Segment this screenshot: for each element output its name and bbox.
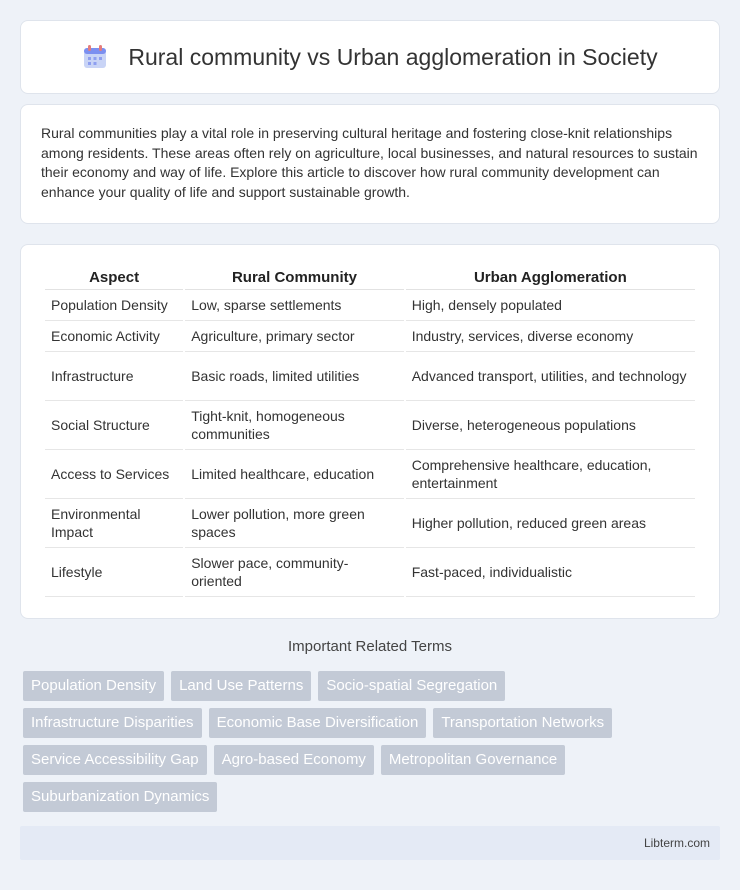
table-cell: Lower pollution, more green spaces (185, 499, 404, 548)
header-urban: Urban Agglomeration (406, 263, 695, 290)
table-cell: Social Structure (45, 401, 183, 450)
title-card (20, 20, 720, 94)
footer (20, 826, 720, 860)
table-cell: Advanced transport, utilities, and technology (406, 352, 695, 401)
related-terms-list (23, 671, 723, 819)
intro-card (20, 104, 720, 224)
table-cell: Low, sparse settlements (185, 290, 404, 321)
table-row (45, 450, 695, 499)
related-term-tag[interactable]: Suburbanization Dynamics (23, 782, 217, 812)
related-term-tag[interactable]: Metropolitan Governance (381, 745, 565, 775)
table-cell: Fast-paced, individualistic (406, 548, 695, 597)
intro-text: Rural communities play a vital role in preserving cultural heritage and fostering close-knit relationships among residents. These areas often rely on agriculture, local businesses, and natural resources to sustain their economy and way of life. Explore this article to discover how rural community development can enhance your quality of life and support sustainable growth. (41, 125, 698, 200)
table-cell: Environmental Impact (45, 499, 183, 548)
related-term-tag[interactable]: Agro-based Economy (214, 745, 374, 775)
table-cell: Comprehensive healthcare, education, entertainment (406, 450, 695, 499)
table-cell: Population Density (45, 290, 183, 321)
related-term-tag[interactable]: Economic Base Diversification (209, 708, 427, 738)
related-term-tag[interactable]: Population Density (23, 671, 164, 701)
related-term-tag[interactable]: Socio-spatial Segregation (318, 671, 505, 701)
related-term-tag[interactable]: Service Accessibility Gap (23, 745, 207, 775)
table-cell: Infrastructure (45, 352, 183, 401)
comparison-table-card (20, 244, 720, 619)
table-row (45, 290, 695, 321)
calendar-icon (82, 44, 108, 70)
table-cell: Lifestyle (45, 548, 183, 597)
table-row (45, 352, 695, 401)
table-row (45, 548, 695, 597)
table-cell: Basic roads, limited utilities (185, 352, 404, 401)
table-cell: Agriculture, primary sector (185, 321, 404, 352)
related-term-tag[interactable]: Transportation Networks (433, 708, 612, 738)
header-rural: Rural Community (185, 263, 404, 290)
table-cell: Diverse, heterogeneous populations (406, 401, 695, 450)
table-row (45, 499, 695, 548)
table-cell: Slower pace, community-oriented (185, 548, 404, 597)
related-terms-title: Important Related Terms (288, 638, 452, 655)
table-cell: Tight-knit, homogeneous communities (185, 401, 404, 450)
table-cell: High, densely populated (406, 290, 695, 321)
table-row (45, 321, 695, 352)
table-header-row (45, 263, 695, 290)
table-cell: Economic Activity (45, 321, 183, 352)
page-title: Rural community vs Urban agglomeration in Society (128, 43, 658, 70)
table-cell: Access to Services (45, 450, 183, 499)
header-aspect: Aspect (45, 263, 183, 290)
related-term-tag[interactable]: Land Use Patterns (171, 671, 311, 701)
table-row (45, 401, 695, 450)
table-cell: Industry, services, diverse economy (406, 321, 695, 352)
footer-site-link[interactable]: Libterm.com (643, 836, 710, 850)
related-term-tag[interactable]: Infrastructure Disparities (23, 708, 202, 738)
table-cell: Higher pollution, reduced green areas (406, 499, 695, 548)
comparison-table (43, 263, 697, 597)
table-cell: Limited healthcare, education (185, 450, 404, 499)
